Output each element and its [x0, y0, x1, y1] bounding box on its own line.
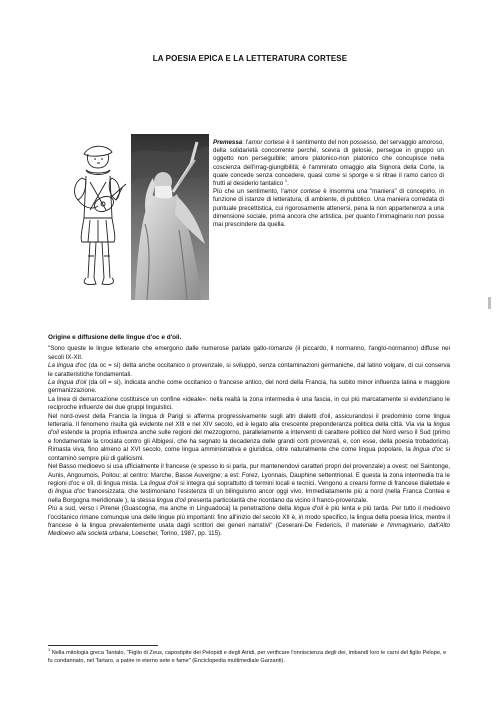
main-text	[48, 334, 450, 539]
wizard-illustration	[131, 134, 209, 300]
premessa-block	[213, 139, 444, 229]
footnote-mark: 1	[48, 647, 51, 653]
paragraph-basso-medioevo: Nel Basso medioevo si usa ufficialmente il francese (e spesso lo si parla, pur mantenendovi caratteri propri del provenzale) a ovest: nel Saintonge, Aunis, Angoumois, Poitou; al centro: Marche, Basse Auvergne; a est: Forez, Lyonnais, Dauphine settentrional. E questa la zona intermedia tra le regioni d'oc e oïl, di lingua mista. La lingua d'oil si integra qui soprattutto di termini locali e tecnici. Vengono a crearsi forme di francese dialettale e di lingua d'oc francesizzata, che testimoniano l'esistenza di un bilinguismo ancor oggi vivo. Immediatamente più a nord (nella Franca Contea e nella Borgogna meridionale ), la stessa lingua d'oil presenta particolarità che ricordano da vicino il franco-provenzale.	[48, 463, 450, 504]
paragraph-lingua-oc: La lingua d'oc (da oc = sì) detta anche occitanico o provenzale, si sviluppò, senza contaminazioni germaniche, dal latino volgare, di cui conserva le caratteristiche fondamentali.	[48, 362, 451, 378]
scrollbar-thumb[interactable]	[488, 297, 491, 309]
footnote-text: Nella mitologia greca Tantalo, "Figlio di Zeus, capostipite dei Pelopidi e degli Atridi, per verificare l'onniscienza degli dei, imbandì loro le carni del figlio Pelope, e fu condannato, nel Tartaro, a patire in eterno sete e fame" (Enciclopedia multimediale Garzanti).	[48, 650, 447, 664]
paragraph-pirenei: Più a sud, verso i Pirenei (Guascogna, ma anche in Linguadoca) la penetrazione della lingua d'oil è più lenta e più tarda. Per tutto il medioevo l'occitanico rimane comunque una delle lingue più importanti: fino all'inizio del secolo XII è, in modo specifico, la lingua della poesia lirica, mentre il francese è la lingua prevalentemente usata dagli scrittori dei generi narrativi" (Ceserani-De Federicis, Il materiale e l'immaginario, dall'Alto Medioevo alla società urbana, Loescher, Torino, 1987, pp. 115).	[48, 505, 451, 538]
footnote-reference[interactable]: 1	[284, 177, 288, 183]
footnote	[48, 647, 450, 665]
paragraph-nord-ovest: Nel nord-ovest della Francia la lingua di Parigi si afferma progressivamente sugli altri dialetti d'oil, assicurandosi il predominio come lingua letteraria. Il fenomeno risulta già evidente nel XIII e nel XIV secolo, ed è legato alla crescente preponderanza politica della città. Via via la lingua d'oil estende la propria influenza anche sulle regioni del mezzogiorno, parallelamente a interventi di carattere politico del Nord verso il Sud (primo e fondamentale la crociata contro gli Albigesi, che ha segnato la decadenza delle grandi corti provenzali, e, con esse, della poesia trobadorica). Rimasta viva, fino almeno al XVI secolo, come lingua amministrativa e giuridica, oltre naturalmente che come lingua popolare, la lingua d'oc si contaminò sempre più di gallicismi.	[48, 412, 451, 462]
page-title: LA POESIA EPICA E LA LETTERATURA CORTESE	[152, 54, 348, 63]
footnote-separator	[48, 645, 158, 646]
premessa-paragraph-2: Più che un sentimento, l'amor cortese è insomma una "maniera" di concepirlo, in funzione di istanze di letteratura, di ambiente, di pubblico. Una maniera corredata di puntuale precettistica, cui rigorosamente attenersi, pena la non appartenenza a una dimensione sociale, prima ancora che artistica, per quanto l'immaginario non possa mai prescindere da quella.	[213, 188, 445, 229]
minstrel-illustration	[60, 138, 134, 298]
paragraph-lingua-oil: La lingua d'oil (da oïl = sì), indicata anche come occitanico o francese antico, del nord della Francia, ha subito minor influenza latina e maggiore germanizzazione.	[48, 379, 450, 395]
premessa-paragraph-1: Premessa: l'amor cortese è il sentimento del non possesso, del servaggio amoroso, della solidarietà concorrente perché, scevra di gelosie, persegue in gruppo un oggetto non perseguibile; amore platonico-non platonico che concupisce nella coscienza dell'irrag-giungibilità; è l'ammirato omaggio alla Signora della Corte, la quale concede senza concedere, quasi come si sporge e si ritrae il ramo carico di frutti al desiderio tantalico $^1$.	[213, 139, 445, 188]
premessa-lead: Premessa	[213, 139, 243, 146]
paragraph-demarcazione: La linea di demarcazione costituisce un confine «ideale»: nella realtà la zona intermedia è una fascia, in cui più marcatamente si evidenziano le reciproche influenze dei due gruppi linguistici.	[48, 395, 450, 412]
quote-intro: "Sono queste le lingue letterarie che emergono dalle numerose parlate gallo-romanze (il piccardo, il normanno, l'anglo-normanno) diffuse nei secoli IX-XII.	[48, 345, 450, 361]
section-heading: Origine e diffusione delle lingue d'oc e d'oil.	[48, 334, 182, 341]
